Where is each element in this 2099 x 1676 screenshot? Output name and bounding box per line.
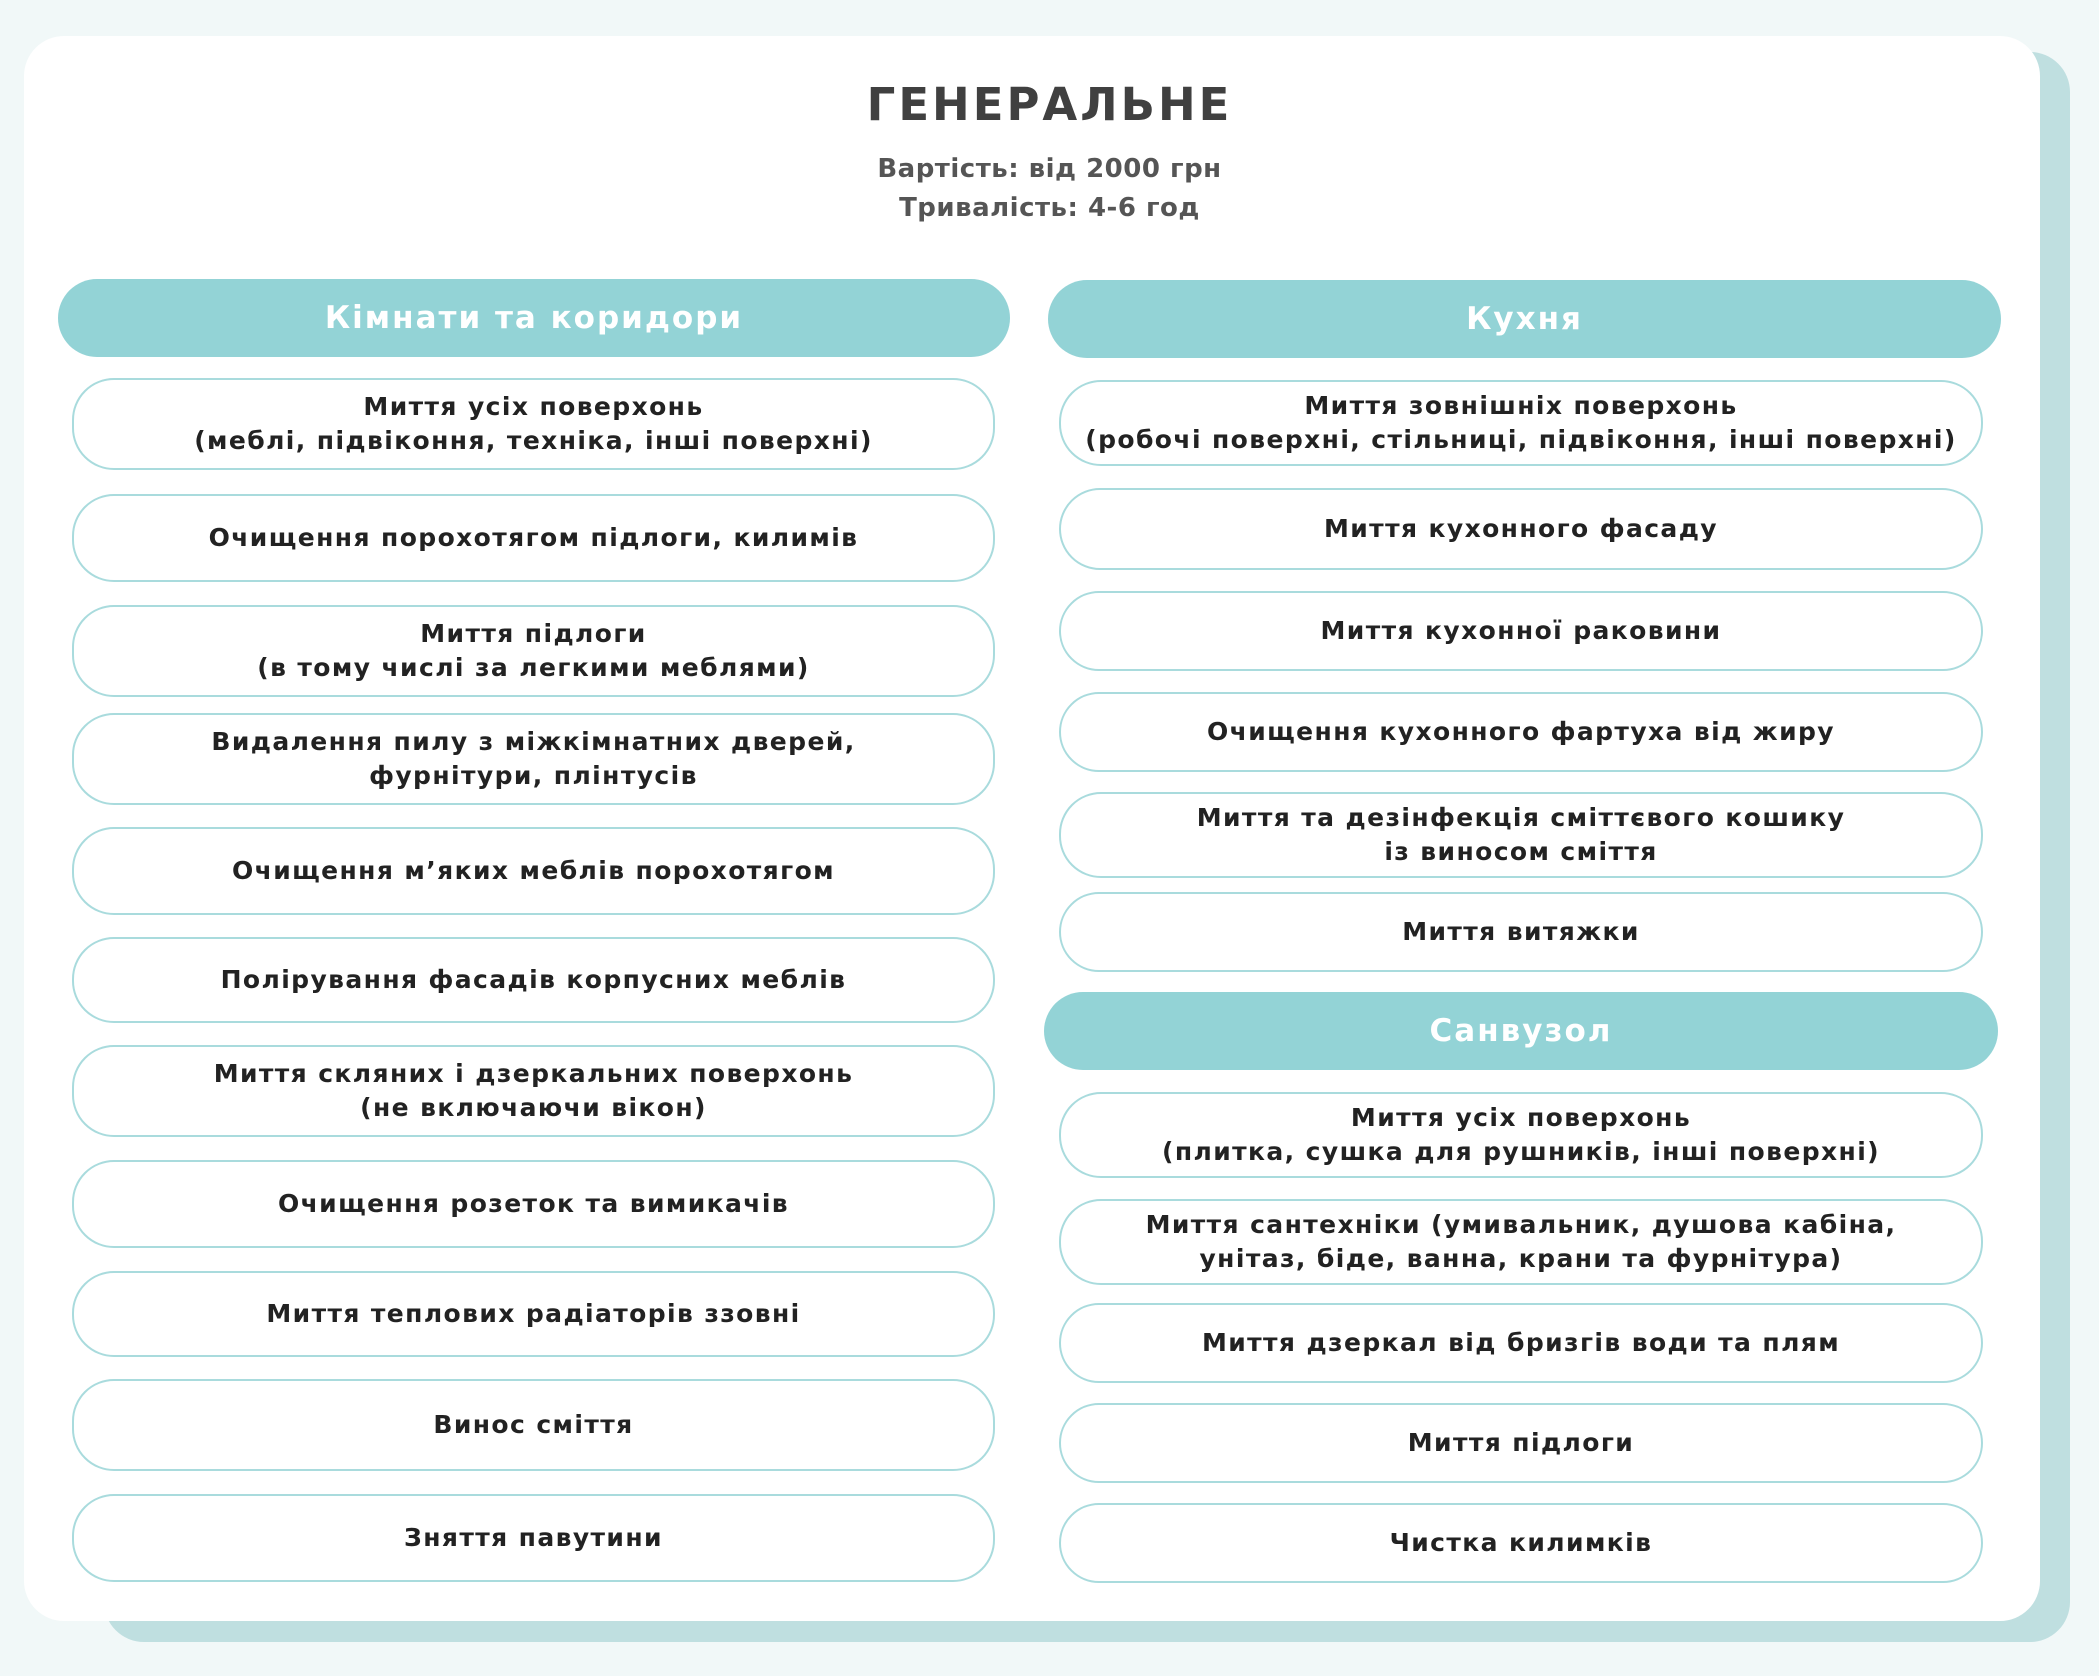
- list-item: Очищення кухонного фартуха від жиру: [1059, 692, 1983, 772]
- list-item: Очищення м’яких меблів порохотягом: [72, 827, 995, 915]
- bathroom-header: Санвузол: [1044, 992, 1998, 1070]
- page-title: ГЕНЕРАЛЬНЕ: [866, 78, 1233, 131]
- list-item: Винос сміття: [72, 1379, 995, 1471]
- list-item: Миття дзеркал від бризгів води та плям: [1059, 1303, 1983, 1383]
- list-item: Полірування фасадів корпусних меблів: [72, 937, 995, 1023]
- rooms-header: Кімнати та коридори: [58, 279, 1010, 357]
- list-item: Миття усіх поверхонь (плитка, сушка для рушників, інші поверхні): [1059, 1092, 1983, 1178]
- kitchen-header: Кухня: [1048, 280, 2001, 358]
- list-item: Миття підлоги (в тому числі за легкими меблями): [72, 605, 995, 697]
- list-item: Миття та дезінфекція сміттєвого кошику із виносом сміття: [1059, 792, 1983, 878]
- list-item: Миття сантехніки (умивальник, душова кабіна, унітаз, біде, ванна, крани та фурнітура): [1059, 1199, 1983, 1285]
- list-item: Зняття павутини: [72, 1494, 995, 1582]
- list-item: Миття теплових радіаторів ззовні: [72, 1271, 995, 1357]
- list-item: Миття кухонної раковини: [1059, 591, 1983, 671]
- list-item: Миття підлоги: [1059, 1403, 1983, 1483]
- list-item: Очищення порохотягом підлоги, килимів: [72, 494, 995, 582]
- list-item: Миття скляних і дзеркальних поверхонь (не включаючи вікон): [72, 1045, 995, 1137]
- list-item: Миття кухонного фасаду: [1059, 488, 1983, 570]
- list-item: Миття зовнішніх поверхонь (робочі поверхні, стільниці, підвіконня, інші поверхні): [1059, 380, 1983, 466]
- price-text: Вартість: від 2000 грн: [877, 154, 1222, 184]
- list-item: Очищення розеток та вимикачів: [72, 1160, 995, 1248]
- list-item: Чистка килимків: [1059, 1503, 1983, 1583]
- duration-text: Тривалість: 4-6 год: [899, 193, 1200, 223]
- list-item: Миття витяжки: [1059, 892, 1983, 972]
- list-item: Видалення пилу з міжкімнатних дверей, фурнітури, плінтусів: [72, 713, 995, 805]
- list-item: Миття усіх поверхонь (меблі, підвіконня, техніка, інші поверхні): [72, 378, 995, 470]
